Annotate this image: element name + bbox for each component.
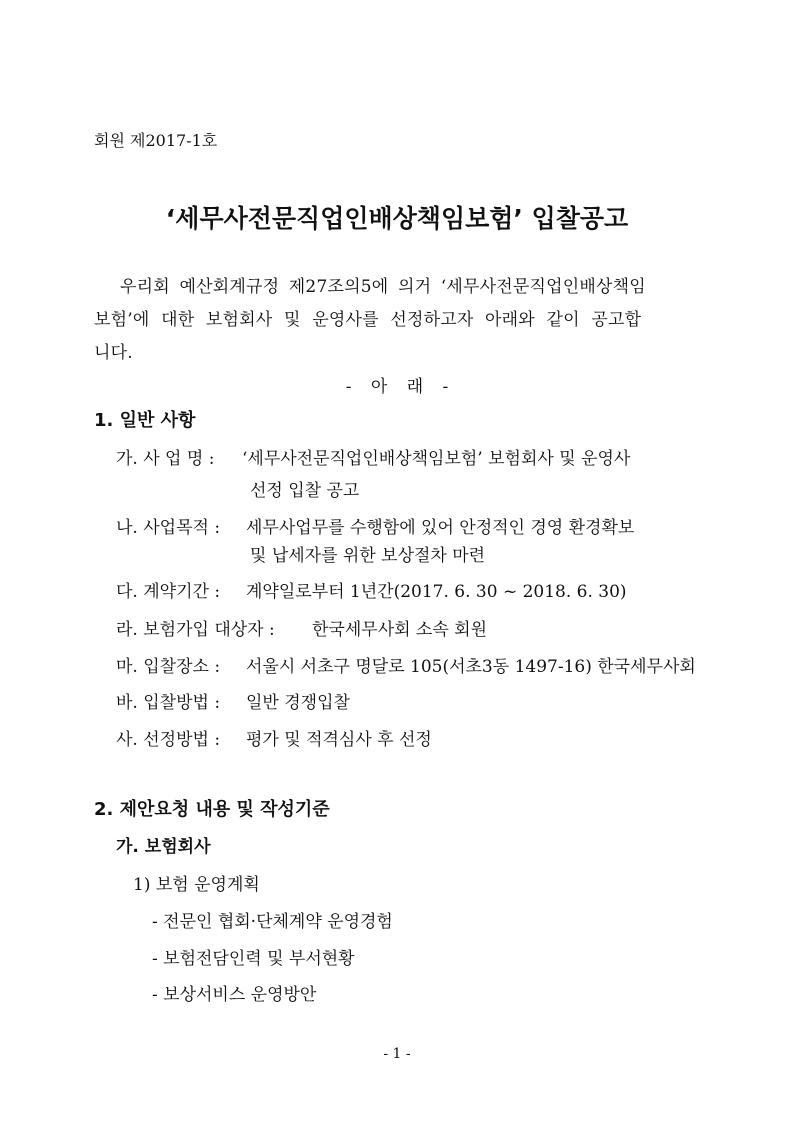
intro-line-1: 우리회 예산회계규정 제27조의5에 의거 ‘세무사전문직업인배상책임 xyxy=(120,277,646,297)
page-number: - 1 - xyxy=(383,1046,411,1062)
section-2-heading: 2. 제안요청 내용 및 작성기준 xyxy=(94,799,330,820)
intro-line-3: 니다. xyxy=(94,343,133,363)
item-value-business-purpose: 세무사업무를 수행함에 있어 안정적인 경영 환경확보 xyxy=(246,518,635,538)
item-value-business-purpose-cont: 및 납세자를 위한 보상절차 마련 xyxy=(250,546,486,566)
item-label-insured-target: 라. 보험가입 대상자 : xyxy=(116,620,275,640)
item-value-insured-target: 한국세무사회 소속 회원 xyxy=(312,620,488,640)
intro-line-2: 보험’에 대한 보험회사 및 운영사를 선정하고자 아래와 같이 공고합 xyxy=(94,310,642,330)
item-value-contract-period: 계약일로부터 1년간(2017. 6. 30 ~ 2018. 6. 30) xyxy=(246,582,627,602)
item-label-business-name: 가. 사 업 명 : xyxy=(116,449,215,469)
section-1-heading: 1. 일반 사항 xyxy=(94,410,196,431)
item-value-selection-method: 평가 및 적격심사 후 선정 xyxy=(246,730,432,750)
numbered-item-operation-plan: 1) 보험 운영계획 xyxy=(133,875,260,895)
dash-item-association-experience: - 전문인 협회·단체계약 운영경험 xyxy=(152,912,393,932)
dash-item-compensation-service: - 보상서비스 운영방안 xyxy=(152,985,317,1005)
item-label-selection-method: 사. 선정방법 : xyxy=(116,730,221,750)
item-value-bid-location: 서울시 서초구 명달로 105(서초3동 1497-16) 한국세무사회 xyxy=(246,657,696,677)
dash-item-dedicated-staff: - 보험전담인력 및 부서현황 xyxy=(152,949,355,969)
item-label-business-purpose: 나. 사업목적 : xyxy=(116,518,221,538)
item-label-bid-location: 마. 입찰장소 : xyxy=(116,657,221,677)
item-value-bid-method: 일반 경쟁입찰 xyxy=(246,693,350,713)
below-marker: - 아 래 - xyxy=(345,377,449,397)
item-label-contract-period: 다. 계약기간 : xyxy=(116,582,221,602)
item-value-business-name-cont: 선정 입찰 공고 xyxy=(250,481,360,501)
item-label-bid-method: 바. 입찰방법 : xyxy=(116,693,221,713)
sub-heading-insurance-company: 가. 보험회사 xyxy=(116,837,211,857)
document-title: ‘세무사전문직업인배상책임보험’ 입찰공고 xyxy=(165,204,629,233)
document-number: 회원 제2017-1호 xyxy=(94,131,218,150)
item-value-business-name: ‘세무사전문직업인배상책임보험’ 보험회사 및 운영사 xyxy=(242,449,631,469)
